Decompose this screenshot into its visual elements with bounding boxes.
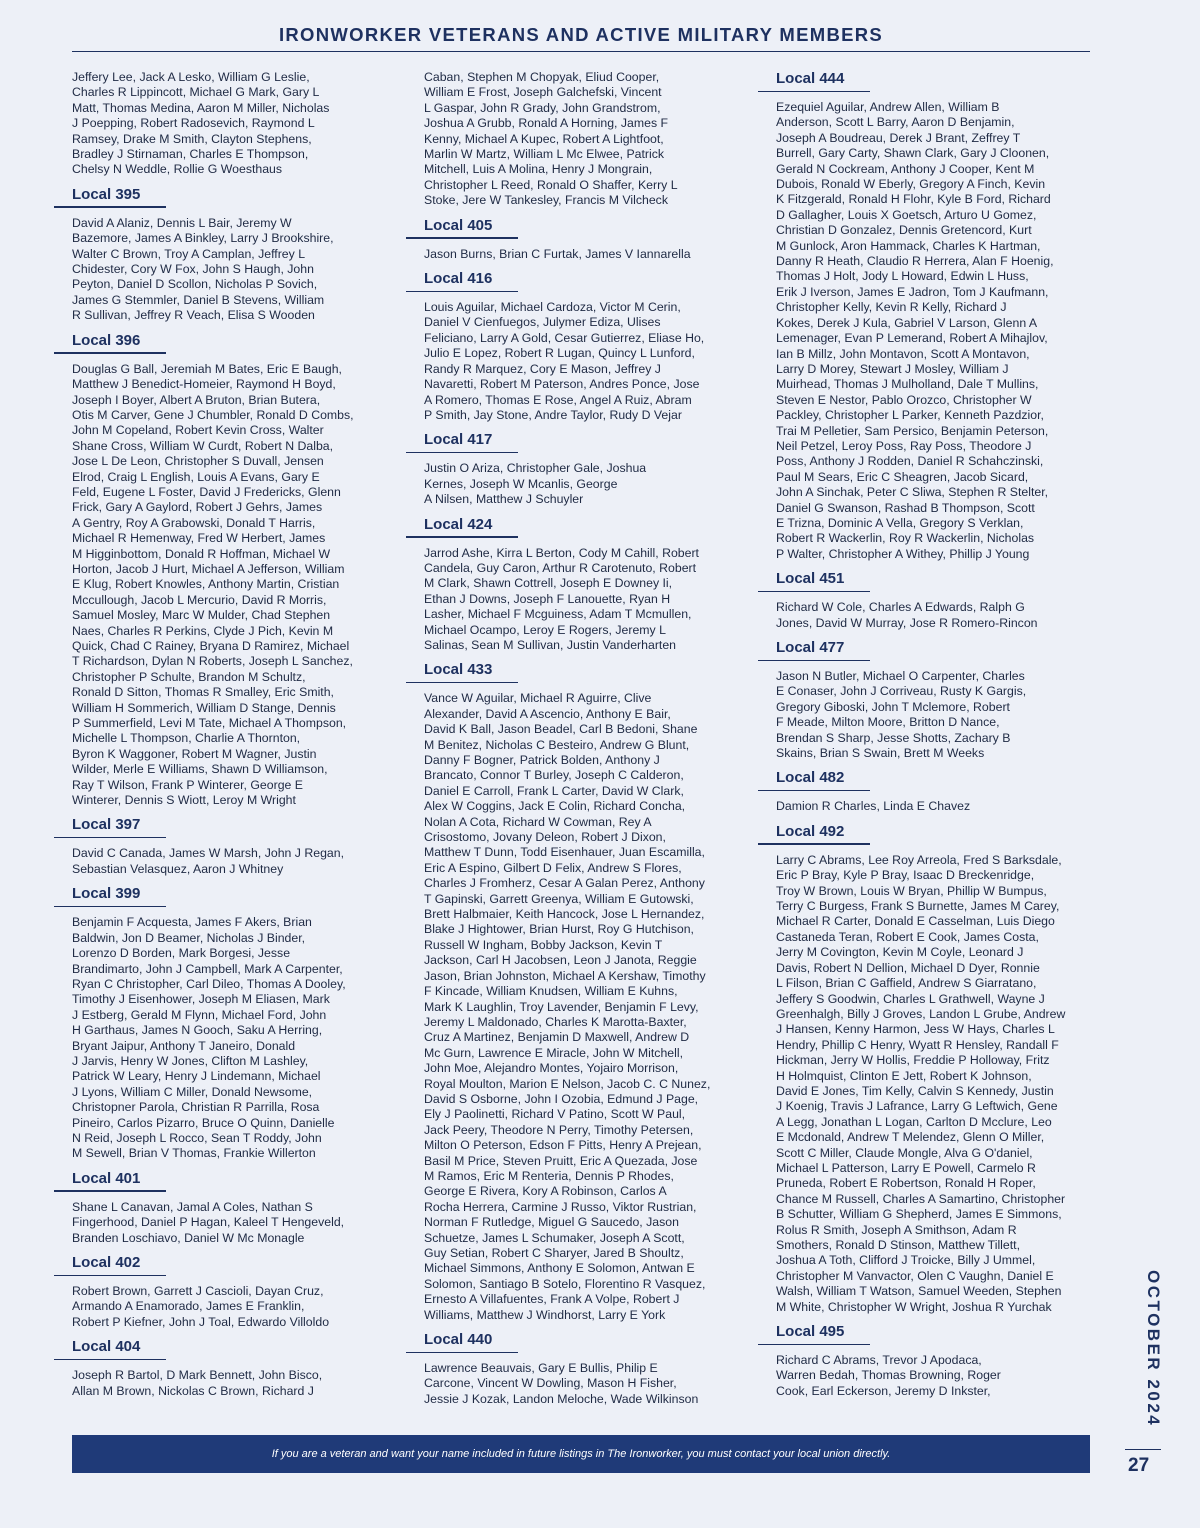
local-heading: Local 397 (72, 816, 392, 838)
local-heading: Local 492 (776, 823, 1096, 845)
member-names: Lawrence Beauvais, Gary E Bullis, Philip E Carcone, Vincent W Dowling, Mason H Fisher, Jessie J Kozak, Landon Meloche, Wade Wilkinson (424, 1361, 699, 1406)
member-names: Douglas G Ball, Jeremiah M Bates, Eric E Baugh, Matthew J Benedict-Homeier, Raymond H Boyd, Joseph I Boyer, Albert A Bruton, Brian Butera, Otis M Carver, Gene J Chumbler, Ronald D Combs, John M Copeland, Robert Kevin Cross, Walter Shane Cross, William W Curdt, Robert N Dalba, Jose L De Leon, Christopher S Duvall, Jensen Elrod, Craig L English, Louis A Evans, Gary E Feld, Eugene L Foster, David J Fredericks, Glenn Frick, Gary A Gaylord, Robert J Gehrs, James A Gentry, Roy A Grabowski, Donald T Harris, Michael R Hemenway, Fred W Herbert, James M Higginbottom, Donald R Hoffman, Michael W Horton, Jacob J Hurt, Michael A Jefferson, William E Klug, Robert Knowles, Anthony Martin, Cristian Mccullough, Jacob L Mercurio, David R Morris, Samuel Mosley, Marc W Mulder, Chad Stephen Naes, Charles R Perkins, Clyde J Pich, Kevin M Quick, Chad C Rainey, Bryana D Ramirez, Michael T Richardson, Dylan N Roberts, Joseph L Sanchez, Christopher P Schulte, Brandon M Schultz, Ronald D Sitton, Thomas R Smalley, Eric Smith, William H Sommerich, William D Stange, Dennis P Summerfield, Levi M Tate, Michael A Thompson, Michelle L Thompson, Charlie A Thornton, Byron K Waggoner, Robert M Wagner, Justin Wilder, Merle E Williams, Shawn D Williamson, Ray T Wilson, Frank P Winterer, George E Winterer, Dennis S Wiott, Leroy M Wright (72, 361, 354, 808)
member-names: Caban, Stephen M Chopyak, Eliud Cooper, William E Frost, Joseph Galchefski, Vincent L Gaspar, John R Grady, John Grandstrom, Joshua A Grubb, Ronald A Horning, James F Kenny, Michael A Kupec, Robert A Lightfoot, Marlin W Martz, William L Mc Elwee, Patrick Mitchell, Luis A Molina, Henry J Mongrain, Christopher L Reed, Ronald O Shaffer, Kerry L Stoke, Jere W Tankesley, Francis M Vilcheck (424, 70, 678, 208)
local-heading: Local 396 (72, 332, 392, 354)
local-heading: Local 402 (72, 1254, 392, 1276)
member-names: Jason Burns, Brian C Furtak, James V Iannarella (424, 246, 691, 261)
member-names: Jason N Butler, Michael O Carpenter, Charles E Conaser, John J Corriveau, Rusty K Gargis, Gregory Giboski, John T Mclemore, Robert F Meade, Milton Moore, Britton D Nance, Brendan S Sharp, Jesse Shotts, Zachary B Skains, Brian S Swain, Brett M Weeks (776, 669, 1027, 761)
local-heading: Local 424 (424, 516, 744, 538)
member-names: Ezequiel Aguilar, Andrew Allen, William B Anderson, Scott L Barry, Aaron D Benjamin, Joseph A Boudreau, Derek J Brant, Zeffrey T Burrell, Gary Carty, Shawn Clark, Gary J Cloonen, Gerald N Cockream, Anthony J Cooper, Kent M Dubois, Ronald W Eberly, Gregory A Finch, Kevin K Fitzgerald, Ronald H Flohr, Kyle B Ford, Richard D Gallagher, Louis X Goetsch, Arturo U Gomez, Christian D Gonzalez, Dennis Gretencord, Kurt M Gunlock, Aron Hammack, Charles K Hartman, Danny R Heath, Claudio R Herrera, Alan F Hoenig, Thomas J Holt, Jody L Howard, Edwin L Huss, Erik J Iverson, James E Jadron, Tom J Kaufmann, Christopher Kelly, Kevin R Kelly, Richard J Kokes, Derek J Kula, Gabriel V Larson, Glenn A Lemenager, Evan P Lemerand, Robert A Mihajlov, Ian B Millz, John Montavon, Scott A Montavon, Larry D Morey, Stewart J Mosley, William J Muirhead, Thomas J Mulholland, Dale T Mullins, Steven E Nestor, Pablo Orozco, Christopher W Packley, Christopher L Parker, Kenneth Pazdzior, Trai M Pelletier, Sam Persico, Benjamin Peterson, Neil Petzel, Leroy Poss, Ray Poss, Theodore J Poss, Anthony J Rodden, Daniel R Schahczinski, Paul M Sears, Eric C Sheagren, Jacob Sicard, John A Sinchak, Peter C Sliwa, Stephen R Stelter, Daniel G Swanson, Rashad B Thompson, Scott E Trizna, Dominic A Vella, Gregory S Verklan, Robert R Wackerlin, Roy R Wackerlin, Nicholas P Walter, Christopher A Withey, Phillip J Young (776, 100, 1054, 561)
local-heading: Local 417 (424, 431, 744, 453)
footer-note-bar (72, 1435, 1090, 1473)
column-2 (424, 70, 744, 1407)
issue-date-label: OCTOBER 2024 (1144, 1270, 1163, 1428)
member-names: Jeffery Lee, Jack A Lesko, William G Leslie, Charles R Lippincott, Michael G Mark, Gary L Matt, Thomas Medina, Aaron M Miller, Nicholas J Poepping, Robert Radosevich, Raymond L Ramsey, Drake M Smith, Clayton Stephens, Bradley J Stirnaman, Charles E Thompson, Chelsy N Weddle, Rollie G Woesthaus (72, 70, 330, 177)
member-names: Justin O Ariza, Christopher Gale, Joshua Kernes, Joseph W Mcanlis, George A Nilsen, Matthew J Schuyler (424, 461, 647, 507)
local-heading: Local 495 (776, 1323, 1096, 1345)
page-number: 27 (1128, 1455, 1150, 1476)
member-names: Jarrod Ashe, Kirra L Berton, Cody M Cahill, Robert Candela, Guy Caron, Arthur R Carotenuto, Robert M Clark, Shawn Cottrell, Joseph E Downey Ii, Ethan J Downs, Joseph F Lanouette, Ryan H Lasher, Michael F Mcguiness, Adam T Mcmullen, Michael Ocampo, Leroy E Rogers, Jeremy L Salinas, Sean M Sullivan, Justin Vanderharten (424, 545, 699, 652)
local-heading: Local 401 (72, 1170, 392, 1192)
local-heading: Local 477 (776, 639, 1096, 661)
local-heading: Local 416 (424, 270, 744, 292)
local-heading: Local 404 (72, 1338, 392, 1360)
member-names: Damion R Charles, Linda E Chavez (776, 799, 971, 814)
local-heading: Local 405 (424, 217, 744, 239)
local-heading: Local 399 (72, 885, 392, 907)
column-3 (776, 70, 1096, 1399)
member-names: Richard W Cole, Charles A Edwards, Ralph G Jones, David W Murray, Jose R Romero-Rincon (776, 600, 1038, 630)
local-heading: Local 444 (776, 70, 1096, 92)
footer-note: If you are a veteran and want your name included in future listings in The Ironworker, you must contact your local union directly. (271, 1448, 891, 1460)
member-names: Vance W Aguilar, Michael R Aguirre, Clive Alexander, David A Ascencio, Anthony E Bair, David K Ball, Jason Beadel, Carl B Bedoni, Shane M Benitez, Nicholas C Besteiro, Andrew G Blunt, Danny F Bogner, Patrick Bolden, Anthony J Brancato, Connor T Burley, Joseph C Calderon, Daniel E Carroll, Frank L Carter, David W Clark, Alex W Coggins, Jack E Colin, Richard Concha, Nolan A Cota, Richard W Cowman, Rey A Crisostomo, Jovany Deleon, Robert J Dixon, Matthew T Dunn, Todd Eisenhauer, Juan Escamilla, Eric A Espino, Gilbert D Felix, Andrew S Flores, Charles J Fromherz, Cesar A Galan Perez, Anthony T Gapinski, Garrett Greenya, William E Gutowski, Brett Halbmaier, Keith Hancock, Jose L Hernandez, Blake J Hightower, Brian Hurst, Roy G Hutchison, Russell W Ingham, Bobby Jackson, Kevin T Jackson, Carl H Jacobsen, Leon J Janota, Reggie Jason, Brian Johnston, Michael A Kershaw, Timothy F Kincade, William Knudsen, William E Kuhns, Mark K Laughlin, Troy Lavender, Benjamin F Levy, Jeremy L Maldonado, Charles K Marotta-Baxter, Cruz A Martinez, Benjamin D Maxwell, Andrew D Mc Gurn, Lawrence E Miracle, John W Mitchell, John Moe, Alejandro Montes, Yojairo Morrison, Royal Moulton, Marion E Nelson, Jacob C. C Nunez, David S Osborne, John I Ozobia, Edmund J Page, Ely J Paolinetti, Richard V Patino, Scott W Paul, Jack Peery, Theodore N Perry, Timothy Petersen, Milton O Peterson, Edson F Pitts, Henry A Prejean, Basil M Price, Steven Pruitt, Eric A Quezada, Jose M Ramos, Eric M Renteria, Dennis P Rhodes, George E Rivera, Kory A Robinson, Carlos A Rocha Herrera, Carmine J Russo, Viktor Rustrian, Norman F Rutledge, Miguel G Saucedo, Jason Schuetze, James L Schumaker, Joseph A Scott, Guy Setian, Robert C Sharyer, Jared B Shoultz, Michael Simmons, Anthony E Solomon, Antwan E Solomon, Santiago B Sotelo, Florentino R Vasquez, Ernesto A Villafuentes, Frank A Volpe, Robert J Williams, Matthew J Windhorst, Larry E York (424, 691, 711, 1322)
member-names: Robert Brown, Garrett J Cascioli, Dayan Cruz, Armando A Enamorado, James E Franklin, Robert P Kiefner, John J Toal, Edwardo Villoldo (72, 1284, 330, 1329)
member-names: Richard C Abrams, Trevor J Apodaca, Warren Bedah, Thomas Browning, Roger Cook, Earl Eckerson, Jeremy D Inkster, (776, 1353, 1001, 1398)
local-heading: Local 451 (776, 570, 1096, 592)
member-names: Shane L Canavan, Jamal A Coles, Nathan S Fingerhood, Daniel P Hagan, Kaleel T Hengeveld, Branden Loschiavo, Daniel W Mc Monagle (72, 1199, 345, 1245)
member-names: David A Alaniz, Dennis L Bair, Jeremy W Bazemore, James A Binkley, Larry J Brookshire, Walter C Brown, Troy A Camplan, Jeffrey L Chidester, Cory W Fox, John S Haugh, John Peyton, Daniel D Scollon, Nicholas P Sovich, James G Stemmler, Daniel B Stevens, William R Sullivan, Jeffrey R Veach, Elisa S Wooden (72, 215, 334, 323)
page-number-rule (1125, 1449, 1161, 1450)
member-names: Louis Aguilar, Michael Cardoza, Victor M Cerin, Daniel V Cienfuegos, Julymer Ediza, Ulises Feliciano, Larry A Gold, Cesar Gutierrez, Eliase Ho, Julio E Lopez, Robert R Lugan, Quincy L Lunford, Randy R Marquez, Cory E Mason, Jeffrey J Navaretti, Robert M Paterson, Andres Ponce, Jose A Romero, Thomas E Rose, Angel A Ruiz, Abram P Smith, Jay Stone, Andre Taylor, Rudy D Vejar (424, 300, 705, 422)
member-names: Joseph R Bartol, D Mark Bennett, John Bisco, Allan M Brown, Nickolas C Brown, Richard J (72, 1368, 323, 1398)
local-heading: Local 440 (424, 1331, 744, 1353)
local-heading: Local 395 (72, 186, 392, 208)
column-1 (72, 70, 392, 1399)
member-names: Benjamin F Acquesta, James F Akers, Brian Baldwin, Jon D Beamer, Nicholas J Binder, Lorenzo D Borden, Mark Borgesi, Jesse Brandimarto, John J Campbell, Mark A Carpenter, Ryan C Christopher, Carl Dileo, Thomas A Dooley, Timothy J Eisenhower, Joseph M Eliasen, Mark J Estberg, Gerald M Flynn, Michael Ford, John H Garthaus, James N Gooch, Saku A Herring, Bryant Jaipur, Anthony T Janeiro, Donald J Jarvis, Henry W Jones, Clifton M Lashley, Patrick W Leary, Henry J Lindemann, Michael J Lyons, William C Miller, Donald Newsome, Christopner Parola, Christian R Parrilla, Rosa Pineiro, Carlos Pizarro, Bruce O Quinn, Danielle N Reid, Joseph L Rocco, Sean T Roddy, John M Sewell, Brian V Thomas, Frankie Willerton (72, 915, 346, 1161)
local-heading: Local 433 (424, 661, 744, 683)
member-names: Larry C Abrams, Lee Roy Arreola, Fred S Barksdale, Eric P Bray, Kyle P Bray, Isaac D Breckenridge, Troy W Brown, Louis W Bryan, Phillip W Bumpus, Terry C Burgess, Frank S Burnette, James M Carey, Michael R Carter, Donald E Casselman, Luis Diego Castaneda Teran, Robert E Cook, James Costa, Jerry M Covington, Kevin M Coyle, Leonard J Davis, Robert N Dellion, Michael D Dyer, Ronnie L Filson, Brian C Gaffield, Andrew S Giarratano, Jeffery S Goodwin, Charles L Grathwell, Wayne J Greenhalgh, Billy J Groves, Landon L Grube, Andrew J Hansen, Kenny Harmon, Jess W Hays, Charles L Hendry, Phillip C Henry, Wyatt R Hensley, Randall F Hickman, Jerry W Hollis, Freddie P Holloway, Fritz H Holmquist, Clinton E Jett, Robert K Johnson, David E Jones, Tim Kelly, Calvin S Kennedy, Justin J Koenig, Travis J Lafrance, Larry G Leftwich, Gene A Legg, Jonathan L Logan, Carlton D Mcclure, Leo E Mcdonald, Andrew T Melendez, Glenn O Miller, Scott C Miller, Claude Mongle, Alva G O'daniel, Michael L Patterson, Larry E Powell, Carmelo R Pruneda, Robert E Robertson, Ronald H Roper, Chance M Russell, Charles A Samartino, Christopher B Schutter, William G Shepherd, James E Simmons, Rolus R Smith, Joseph A Smithson, Adam R Smothers, Ronald D Stinson, Matthew Tillett, Joshua A Toth, Clifford J Troicke, Billy J Ummel, Christopher M Vanvactor, Olen C Vaughn, Daniel E Walsh, William T Watson, Samuel Weeden, Stephen M White, Christopher W Wright, Joshua R Yurchak (776, 852, 1066, 1314)
page-title: IRONWORKER VETERANS AND ACTIVE MILITARY MEMBERS (72, 24, 1090, 52)
local-heading: Local 482 (776, 769, 1096, 791)
member-names: David C Canada, James W Marsh, John J Regan, Sebastian Velasquez, Aaron J Whitney (72, 846, 345, 876)
